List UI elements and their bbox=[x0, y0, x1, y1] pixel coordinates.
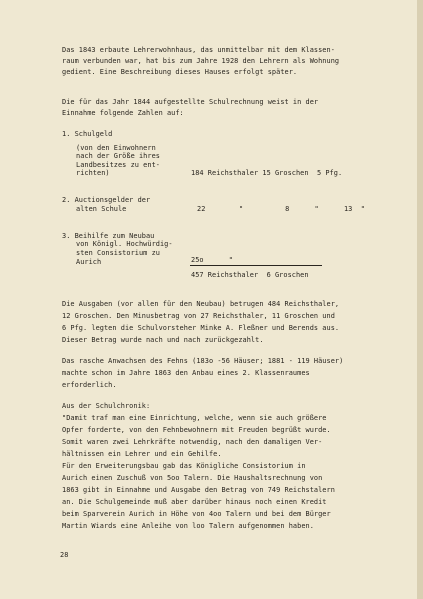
item-2-amount: 22 " 8 " 13 " bbox=[197, 205, 365, 213]
para3-line: Die Ausgaben (vor allen für den Neubau) betrugen 484 Reichsthaler, bbox=[62, 300, 340, 308]
para2-line: Die für das Jahr 1844 aufgestellte Schulrechnung weist in der bbox=[62, 98, 319, 106]
para2-line: Einnahme folgende Zahlen auf: bbox=[62, 109, 184, 117]
item-1-line: nach der Größe ihres bbox=[76, 152, 160, 160]
item-1-line: richten) bbox=[76, 169, 110, 177]
para5-line: Aurich einen Zuschuß von 5oo Talern. Die Haushaltsrechnung von bbox=[62, 474, 323, 482]
item-3-amount: 25o " bbox=[191, 256, 233, 264]
para5-line: hältnissen ein Lehrer und ein Gehilfe. bbox=[62, 450, 222, 458]
para5-line: Martin Wiards eine Anleihe von loo Talern aufgenommen haben. bbox=[62, 522, 314, 530]
item-1-amount: 184 Reichsthaler 15 Groschen 5 Pfg. bbox=[191, 169, 343, 177]
para5-line: "Damit traf man eine Einrichtung, welche, wenn sie auch größere bbox=[62, 414, 327, 422]
item-3-line: von Königl. Hochwürdig- bbox=[76, 240, 173, 248]
para1-line: raum verbunden war, hat bis zum Jahre 1928 den Lehrern als Wohnung bbox=[62, 57, 340, 65]
para5-line: an. Die Schulgemeinde muß aber darüber hinaus noch einen Kredit bbox=[62, 498, 327, 506]
item-2-line: alten Schule bbox=[76, 205, 127, 213]
para5-line: beim Sparverein Aurich in Höhe von 4oo Talern und bei dem Bürger bbox=[62, 510, 331, 518]
para5-line: Für den Erweiterungsbau gab das Königliche Consistorium in bbox=[62, 462, 306, 470]
item-1-title: 1. Schulgeld bbox=[62, 130, 113, 138]
para4-line: machte schon im Jahre 1863 den Anbau eines 2. Klassenraumes bbox=[62, 369, 310, 377]
item-3-line: Aurich bbox=[76, 258, 102, 266]
para5-line: Opfer forderte, von den Fehnbewohnern mit Freuden begrüßt wurde. bbox=[62, 426, 331, 434]
item-1-line: Landbesitzes zu ent- bbox=[76, 161, 160, 169]
page-number: 28 bbox=[60, 551, 69, 559]
para3-line: 6 Pfg. legten die Schulvorsteher Minke A. Fleßner und Berends aus. bbox=[62, 324, 340, 332]
para3-line: 12 Groschen. Den Minusbetrag von 27 Reichsthaler, 11 Groschen und bbox=[62, 312, 335, 320]
para4-line: Das rasche Anwachsen des Fehns (183o -56 Häuser; 1881 - 119 Häuser) bbox=[62, 357, 344, 365]
sum-rule bbox=[190, 265, 322, 266]
para1-line: Das 1843 erbaute Lehrerwohnhaus, das unmittelbar mit dem Klassen- bbox=[62, 46, 335, 54]
para5-line: Aus der Schulchronik: bbox=[62, 402, 151, 410]
para3-line: Dieser Betrag wurde nach und nach zurückgezahlt. bbox=[62, 336, 264, 344]
para4-line: erforderlich. bbox=[62, 381, 117, 389]
para1-line: gedient. Eine Beschreibung dieses Hauses erfolgt später. bbox=[62, 68, 298, 76]
item-3-line: sten Consistorium zu bbox=[76, 249, 160, 257]
total-amount: 457 Reichsthaler 6 Groschen bbox=[191, 271, 309, 279]
para5-line: Somit waren zwei Lehrkräfte notwendig, nach den damaligen Ver- bbox=[62, 438, 323, 446]
item-2-title: 2. Auctionsgelder der bbox=[62, 196, 151, 204]
page-edge bbox=[417, 0, 423, 599]
item-1-line: (von den Einwohnern bbox=[76, 144, 156, 152]
item-3-title: 3. Beihilfe zum Neubau bbox=[62, 232, 155, 240]
para5-line: 1863 gibt in Einnahme und Ausgabe den Betrag von 749 Reichstalern bbox=[62, 486, 335, 494]
